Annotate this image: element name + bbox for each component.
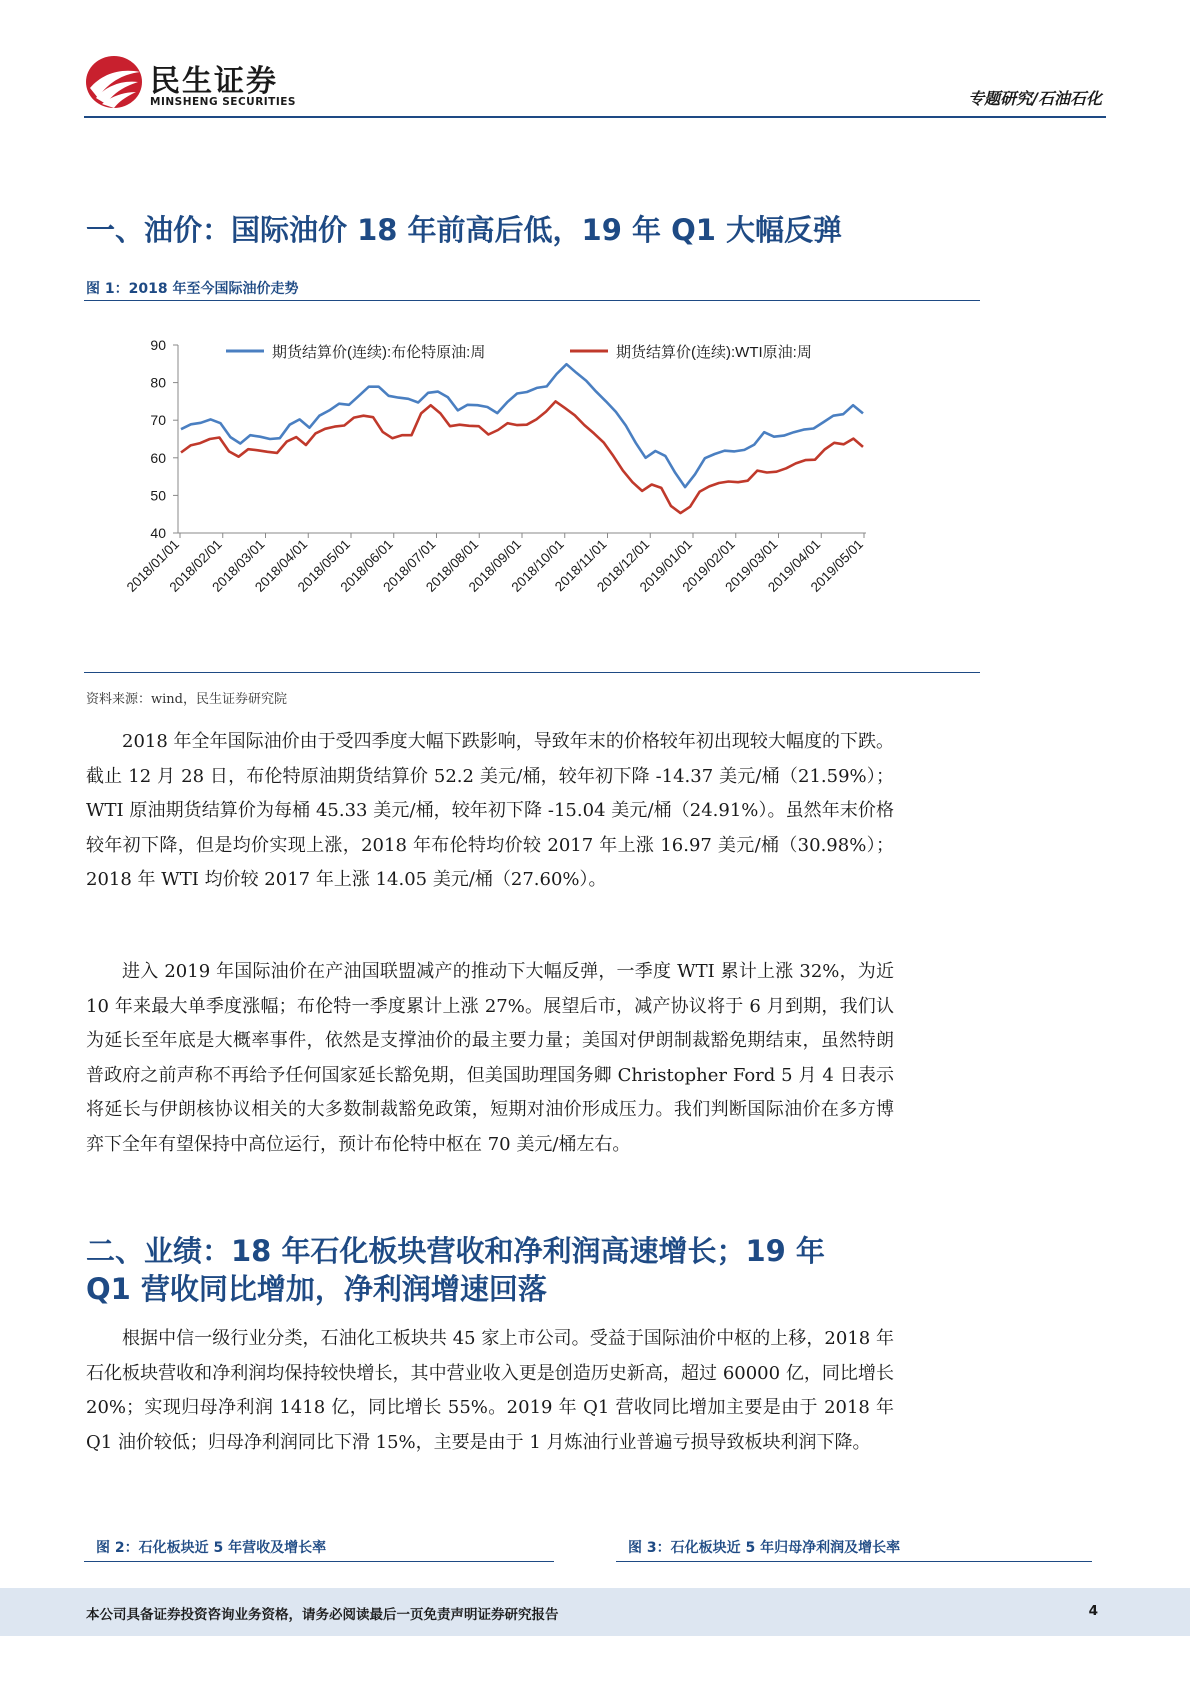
x-tick-label: 2019/04/01 <box>764 536 824 595</box>
y-axis <box>150 337 178 541</box>
oil-price-chart <box>86 315 980 665</box>
x-tick-label: 2018/07/01 <box>380 536 439 595</box>
section1-paragraph-2: 进入 2019 年国际油价在产油国联盟减产的推动下大幅反弹，一季度 WTI 累计上涨 32%，为近 10 年来最大单季度涨幅；布伦特一季度累计上涨 27%。展望后市，减产协议将于 6 月到期，我们认为延长至年底是大概率事件，依然是支撑油价的最主要力量；美国对伊朗制裁豁免期结束，虽然特朗普政府之前声称不再给予任何国家延长豁免期，但美国助理国务卿 Christopher Ford 5 月 4 日表示将延长与伊朗核协议相关的大多数制裁豁免政策，短期对油价形成压力。我们判断国际油价在多方博弈下全年有望保持中高位运行，预计布伦特中枢在 70 美元/桶左右。 <box>86 961 894 1155</box>
chart-series <box>181 364 863 513</box>
page-number: 4 <box>1088 1603 1098 1619</box>
header-divider <box>84 116 1106 118</box>
section2-paragraph-1: 根据中信一级行业分类，石油化工板块共 45 家上市公司。受益于国际油价中枢的上移，2018 年石化板块营收和净利润均保持较快增长，其中营业收入更是创造历史新高，超过 60000 亿，同比增长 20%；实现归母净利润 1418 亿，同比增长 55%。2019 年 Q1 营收同比增加主要是由于 2018 年 Q1 油价较低；归母净利润同比下滑 15%，主要是由于 1 月炼油行业普遍亏损导致板块利润下降。 <box>86 1328 894 1453</box>
x-tick-label: 2018/11/01 <box>551 536 610 595</box>
figure1-source: 资料来源：wind，民生证券研究院 <box>86 692 287 707</box>
legend-brent-label: 期货结算价(连续):布伦特原油:周 <box>272 344 486 361</box>
x-tick-label: 2019/03/01 <box>722 536 781 595</box>
y-tick-label: 60 <box>150 449 166 466</box>
y-tick-label: 80 <box>150 374 166 391</box>
x-tick-label: 2018/06/01 <box>337 536 396 595</box>
x-tick-label: 2019/01/01 <box>636 536 696 595</box>
y-tick-label: 50 <box>150 487 166 504</box>
figure1-top-rule <box>84 300 980 301</box>
x-tick-label: 2018/04/01 <box>251 536 311 595</box>
figure1-bottom-rule <box>84 672 980 673</box>
section1-paragraph-1: 2018 年全年国际油价由于受四季度大幅下跌影响，导致年末的价格较年初出现较大幅度的下跌。截止 12 月 28 日，布伦特原油期货结算价 52.2 美元/桶，较年初下降 -14.37 美元/桶（21.59%）； WTI 原油期货结算价为每桶 45.33 美元/桶，较年初下降 -15.04 美元/桶（24.91%）。虽然年末价格较年初下降，但是均价实现上涨，2018 年布伦特均价较 2017 年上涨 16.97 美元/桶（30.98%）；2018 年 WTI 均价较 2017 年上涨 14.05 美元/桶（27.60%）。 <box>86 731 894 890</box>
figure3-title: 图 3：石化板块近 5 年归母净利润及增长率 <box>628 1540 901 1556</box>
x-tick-label: 2018/05/01 <box>294 536 354 595</box>
x-tick-label: 2018/12/01 <box>593 536 653 595</box>
x-tick-label: 2018/01/01 <box>123 536 183 595</box>
figure2-rule <box>84 1561 554 1562</box>
minsheng-logo-icon <box>84 54 144 110</box>
x-tick-label: 2018/03/01 <box>209 536 268 595</box>
x-tick-label: 2018/02/01 <box>166 536 225 595</box>
logo-english-name: MINSHENG SECURITIES <box>150 96 296 108</box>
footer-disclaimer: 本公司具备证券投资咨询业务资格，请务必阅读最后一页免责声明证券研究报告 <box>86 1607 559 1623</box>
section2-heading-line2: Q1 营收同比增加，净利润增速回落 <box>86 1272 547 1306</box>
legend-wti-label: 期货结算价(连续):WTI原油:周 <box>616 344 812 361</box>
y-tick-label: 70 <box>150 412 166 429</box>
y-tick-label: 90 <box>150 337 166 353</box>
x-tick-label: 2019/02/01 <box>679 536 738 595</box>
figure3-rule <box>616 1561 1092 1562</box>
section2-heading-line1: 二、业绩：18 年石化板块营收和净利润高速增长；19 年 <box>86 1234 825 1268</box>
figure1-title: 图 1：2018 年至今国际油价走势 <box>86 281 299 297</box>
logo-chinese-name: 民生证券 <box>150 64 278 99</box>
chart-legend <box>226 343 812 361</box>
x-tick-label: 2018/08/01 <box>422 536 482 595</box>
section1-heading: 一、油价：国际油价 18 年前高后低，19 年 Q1 大幅反弹 <box>86 213 843 247</box>
y-tick-label: 40 <box>150 525 166 541</box>
figure2-title: 图 2：石化板块近 5 年营收及增长率 <box>96 1540 327 1556</box>
x-tick-label: 2018/09/01 <box>465 536 525 595</box>
x-tick-label: 2019/05/01 <box>807 536 867 595</box>
report-category: 专题研究/石油石化 <box>968 89 1102 108</box>
wti-series-line <box>181 401 863 513</box>
x-tick-label: 2018/10/01 <box>508 536 567 595</box>
x-axis <box>124 533 866 595</box>
